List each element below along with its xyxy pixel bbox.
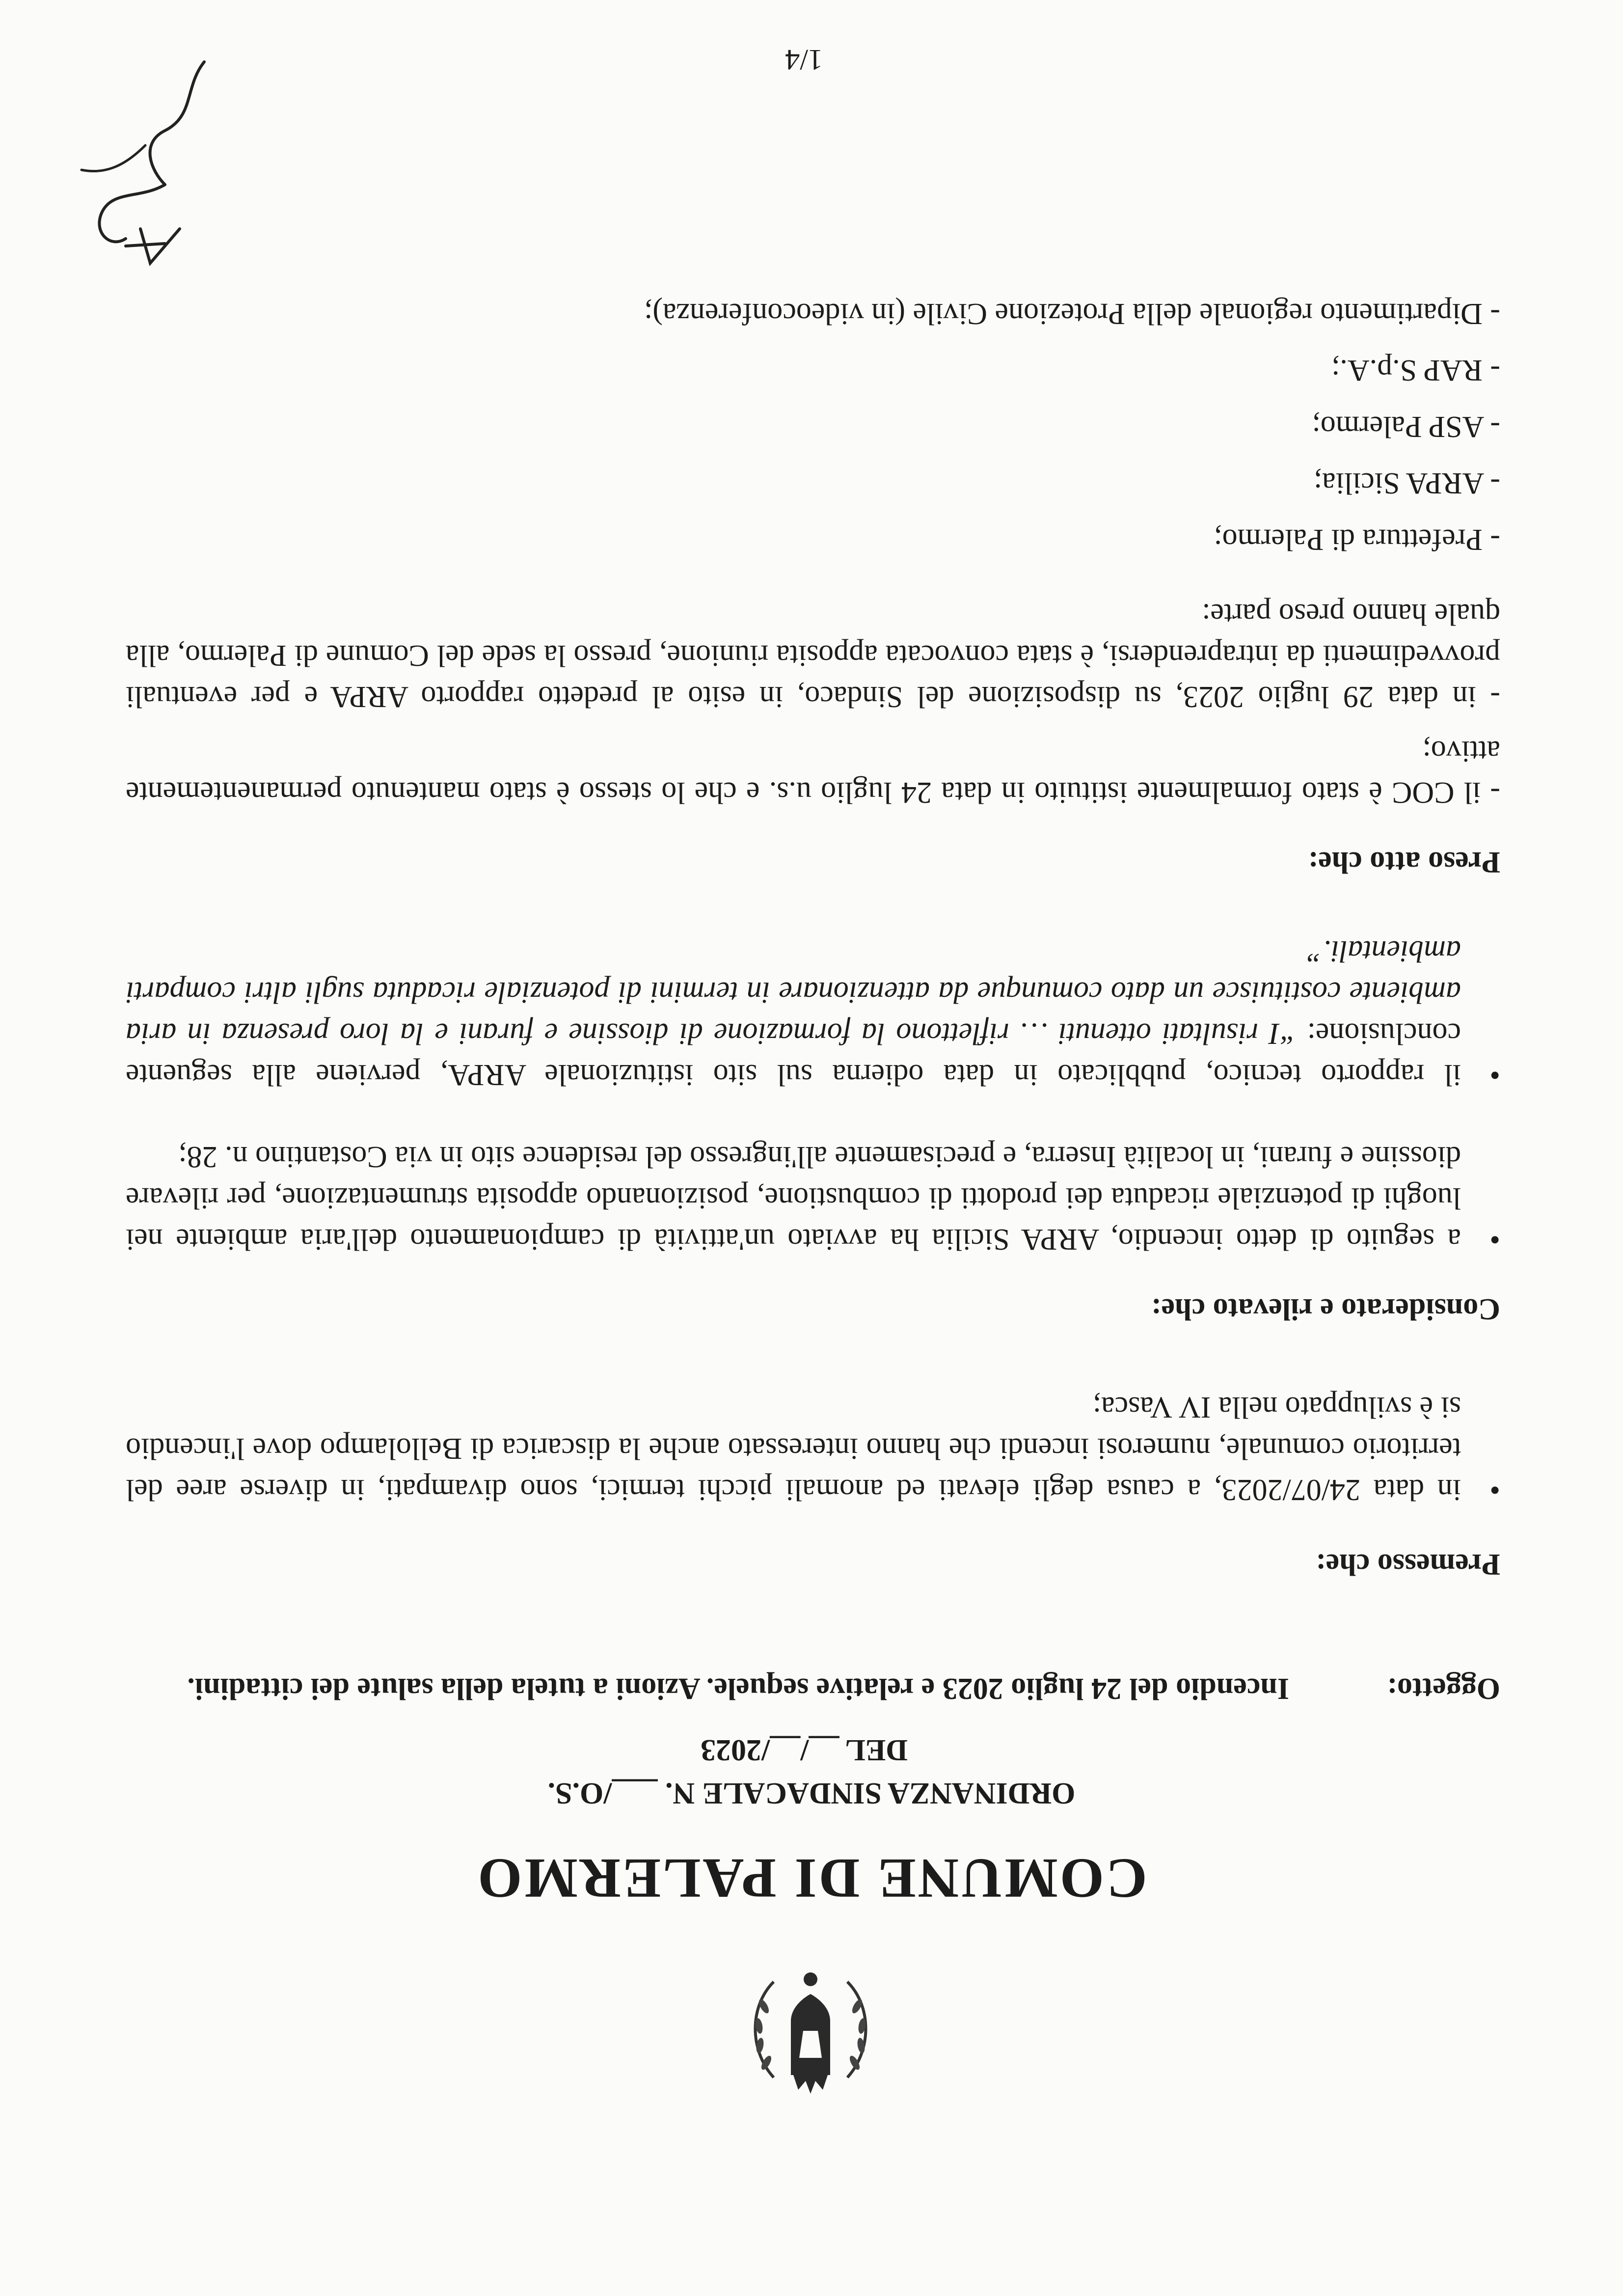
- bullet-icon: •: [1489, 1223, 1500, 1256]
- bullet-icon: •: [1489, 1058, 1500, 1092]
- participant-item: - RAP S.p.A.;: [1331, 354, 1500, 387]
- page-number: 1/4: [785, 44, 823, 76]
- premesso-item-text: in data 24/07/2023, a causa degli elevati ed anomali picchi termici, sono divampati, in diverse aree del territorio comunale, numerosi incendi che hanno interessato anche la discarica di Bellolampo dove l'incendio si è sviluppato nella IV Vasca;: [126, 1391, 1461, 1506]
- bullet-icon: •: [1489, 1473, 1500, 1506]
- ordinance-header: [0, 1728, 1623, 1815]
- preso-atto-item: - il COC è stato formalmente istituito in data 24 luglio u.s. e che lo stesso è stato mantenuto permanentemente attivo;: [126, 735, 1500, 809]
- municipality-title: COMUNE DI PALERMO: [476, 1847, 1147, 1910]
- premesso-item: [126, 1387, 1500, 1510]
- ordinance-date: DEL __/__/2023: [701, 1733, 908, 1767]
- considerato-item: [126, 930, 1500, 1095]
- premesso-heading: Premesso che:: [1316, 1548, 1500, 1581]
- considerato-heading: Considerato e rilevato che:: [1151, 1292, 1500, 1326]
- considerato-item-text: a seguito di detto incendio, ARPA Sicilia ha avviato un'attività di campionamento dell'aria ambiente nei luoghi di potenziale ricaduta dei prodotti di combustione, posizionando apposita strumentazione, per rilevare diossine e furani, in località Inserra, e precisamente all'ingresso del residence sito in via Costantino n. 28;: [126, 1140, 1461, 1256]
- participant-item: - ASP Palermo;: [1312, 410, 1500, 443]
- participant-item: - Prefettura di Palermo;: [1214, 523, 1500, 556]
- considerato-item: [126, 1136, 1500, 1260]
- preso-atto-heading: Preso atto che:: [1308, 846, 1500, 879]
- subject-block: [126, 1668, 1500, 1709]
- signature-icon: [62, 37, 224, 293]
- preso-atto-item: - in data 29 luglio 2023, su disposizione del Sindaco, in esito al predetto rapporto ARPA e per eventuali provvedimenti da intraprendersi, è stata convocata apposita riunione, presso la sede del Comune di Palermo, alla quale hanno preso parte:: [126, 598, 1500, 713]
- subject-text: Incendio del 24 luglio 2023 e relative sequele. Azioni a tutela della salute dei cittadini.: [187, 1672, 1289, 1705]
- report-conclusion-text: il rapporto tecnico, pubblicato in data odierna sul sito istituzionale ARPA, perviene alla seguente conclusione:: [126, 1017, 1461, 1092]
- participant-item: - Dipartimento regionale della Protezione Civile (in videoconferenza);: [644, 297, 1500, 330]
- subject-label: Oggetto:: [1387, 1672, 1500, 1705]
- ordinance-number: ORDINANZA SINDACALE N. ___/O.S.: [547, 1777, 1076, 1810]
- participant-item: - ARPA Sicilia;: [1313, 466, 1500, 500]
- coat-of-arms-icon: [744, 1962, 877, 2105]
- considerato-item-text: [126, 930, 1461, 1095]
- report-quote: “I risultati ottenuti … riflettono la formazione di diossine e furani e la loro presenza in aria ambiente costituisce un dato comunque da attenzionare in termini di potenziale ricaduta sugli altri comparti ambientali.”: [126, 934, 1461, 1050]
